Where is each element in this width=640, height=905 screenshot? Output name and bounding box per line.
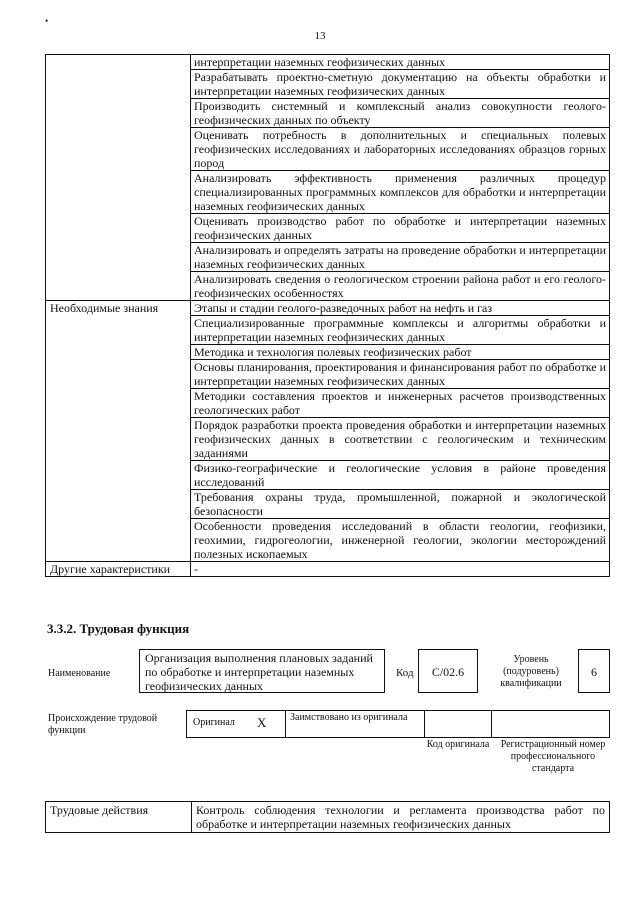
row-label [46, 55, 191, 301]
row-text: Методики составления проектов и инженерных расчетов производственных геологических работ [191, 389, 610, 418]
level-box [578, 649, 610, 693]
function-name: Организация выполнения плановых заданий по обработке и интерпретации наземных геофизических данных [145, 651, 373, 693]
row-text: Разрабатывать проектно-сметную документацию на объекты обработки и интерпретации наземных геофизических данных [191, 70, 610, 99]
code-box [418, 649, 478, 693]
page-number: 13 [314, 30, 326, 42]
origin-label: Происхождение трудовой функции [48, 713, 158, 736]
row-text: Анализировать эффективность применения различных процедур специализированных программных комплексов для обработки и интерпретации наземных геофизических данных [191, 171, 610, 214]
row-text: Производить системный и комплексный анализ совокупности геолого-геофизических данных по объекту [191, 99, 610, 128]
row-text: Основы планирования, проектирования и финансирования работ по обработке и интерпретации наземных геофизических данных [191, 360, 610, 389]
origin-divider-1 [285, 710, 286, 738]
row-label: Другие характеристики [46, 562, 191, 577]
row-text: Специализированные программные комплексы и алгоритмы обработки и интерпретации наземных геофизических данных [191, 316, 610, 345]
original-label: Оригинал [193, 717, 235, 728]
row-text: Оценивать производство работ по обработке и интерпретации наземных геофизических данных [191, 214, 610, 243]
borrowed-label: Заимствовано из оригинала [290, 712, 408, 723]
row-text: Оценивать потребность в дополнительных и специальных полевых геофизических исследованиях и лабораторных исследованиях образцов горных пород [191, 128, 610, 171]
orig-code-caption: Код оригинала [426, 739, 490, 750]
function-name-box [139, 649, 385, 693]
origin-divider-3 [491, 710, 492, 738]
row-text: Анализировать и определять затраты на проведение обработки и интерпретации наземных геофизических данных [191, 243, 610, 272]
level-label: Уровень (подуровень) квалификации [500, 654, 562, 689]
reg-number-caption: Регистрационный номер профессионального стандарта [500, 739, 606, 774]
table-row [46, 562, 610, 577]
skills-knowledge-table [45, 54, 610, 577]
row-text: Этапы и стадии геолого-разведочных работ на нефть и газ [191, 301, 610, 316]
code-label: Код [396, 667, 414, 679]
origin-divider-2 [424, 710, 425, 738]
row-text: Анализировать сведения о геологическом строении района работ и его геолого-геофизических особенностях [191, 272, 610, 301]
corner-mark: • [45, 16, 49, 26]
table-row [46, 301, 610, 316]
actions-text: Контроль соблюдения технологии и регламента производства работ по обработке и интерпретации наземных геофизических данных [192, 802, 610, 833]
row-text: Методика и технология полевых геофизических работ [191, 345, 610, 360]
row-text: - [191, 562, 610, 577]
actions-label: Трудовые действия [46, 802, 192, 833]
table-row [46, 802, 610, 833]
level-value: 6 [591, 665, 597, 679]
row-text: Особенности проведения исследований в области геологии, геофизики, геохимии, гидрогеологии, инженерной геологии, экологии месторождений полезных ископаемых [191, 519, 610, 562]
original-mark: X [257, 715, 267, 730]
table-row [46, 55, 610, 70]
row-text: Порядок разработки проекта проведения обработки и интерпретации наземных геофизических данных в соответствии с геологическим и техническим заданиями [191, 418, 610, 461]
labor-actions-table [45, 801, 610, 833]
name-label: Наименование [48, 668, 111, 679]
row-label: Необходимые знания [46, 301, 191, 562]
code-value: C/02.6 [431, 665, 465, 679]
row-text: интерпретации наземных геофизических данных [191, 55, 610, 70]
section-title: 3.3.2. Трудовая функция [47, 621, 190, 636]
row-text: Требования охраны труда, промышленной, пожарной и экологической безопасности [191, 490, 610, 519]
row-text: Физико-географические и геологические условия в районе проведения исследований [191, 461, 610, 490]
